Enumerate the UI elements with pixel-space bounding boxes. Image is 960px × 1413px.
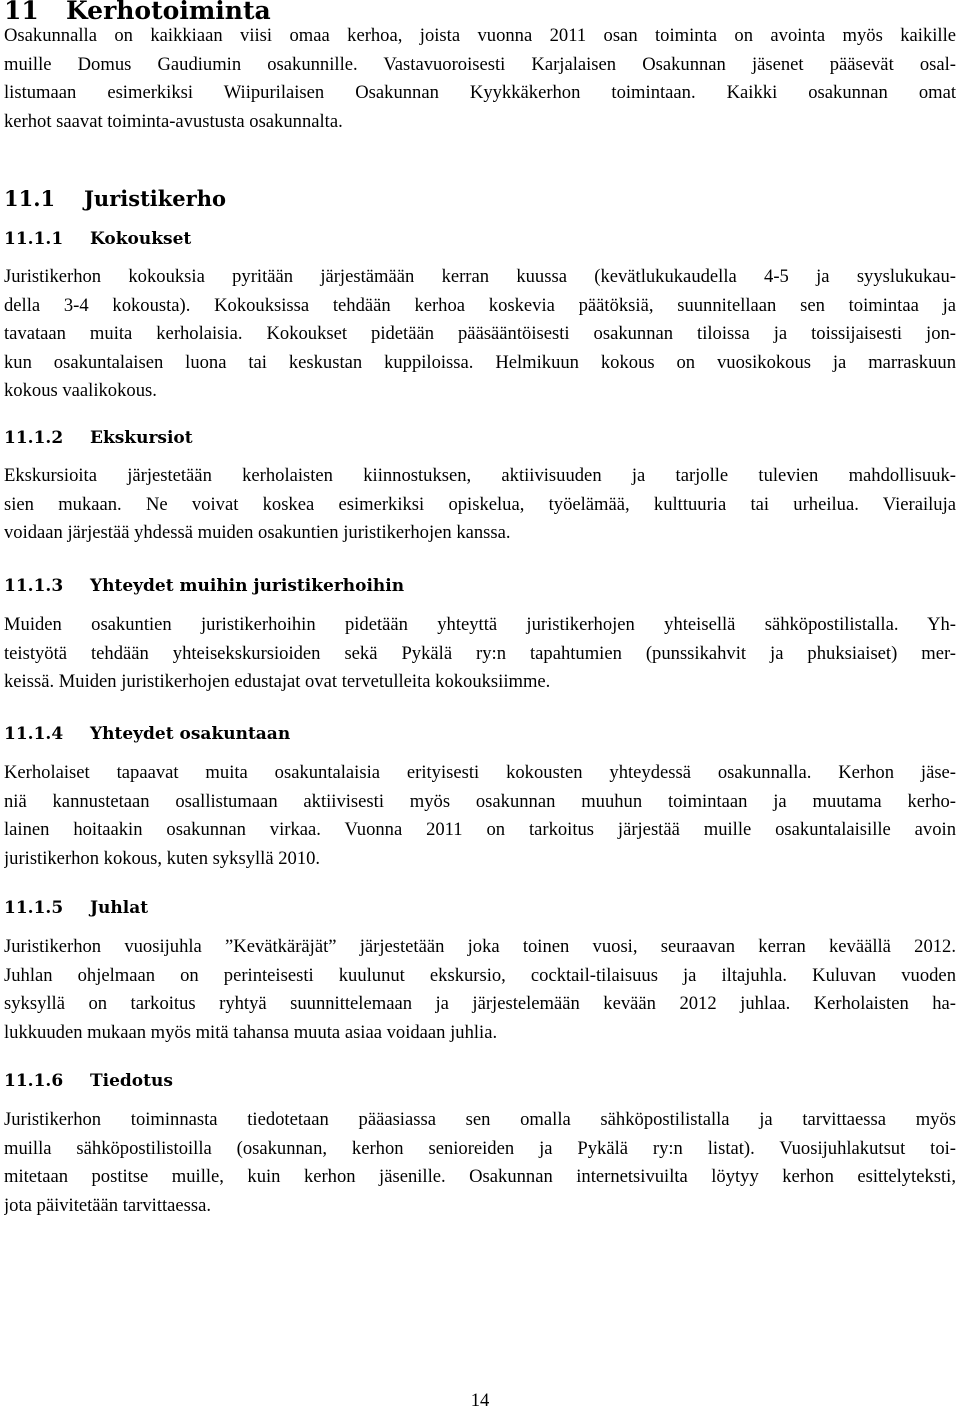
paragraph-line: Juristikerhon toiminnasta tiedotetaan pääasiassa sen omalla sähköpostilistalla ja tarvittaessa myös: [4, 1109, 956, 1130]
section-intro-paragraph: [4, 22, 956, 136]
subsubsection-title: Yhteydet muihin juristikerhoihin: [90, 576, 405, 596]
subsubsection-title: Juhlat: [90, 898, 149, 918]
paragraph-line: Kerholaiset tapaavat muita osakuntalaisia erityisesti kokousten yhteydessä osakunnalla. Kerhon jäse-: [4, 762, 956, 783]
subsubsection-title: Tiedotus: [90, 1071, 173, 1091]
paragraph-line: Muiden osakuntien juristikerhoihin pidetään yhteyttä juristikerhojen yhteisellä sähköpostilistalla. Yh-: [4, 614, 956, 635]
subsubsection-heading-kokoukset: [4, 229, 191, 249]
paragraph-line: della 3-4 kokousta). Kokouksissa tehdään kerhoa koskevia päätöksiä, suunnitellaan sen toimintaa ja: [4, 294, 956, 316]
subsubsection-number: 11.1.6: [4, 1071, 64, 1091]
subsection-number: 11.1: [4, 186, 56, 211]
subsubsection-number: 11.1.3: [4, 576, 64, 596]
paragraph-line: tavataan muita kerholaisia. Kokoukset pidetään pääsääntöisesti osakunnan tiloissa ja toissijaisesti jon-: [4, 323, 956, 344]
paragraph-juhlat: [4, 933, 956, 1047]
subsubsection-number: 11.1.2: [4, 428, 64, 448]
paragraph-line: lukkuuden mukaan myös mitä tahansa muuta asiaa voidaan juhlia.: [4, 1021, 498, 1043]
paragraph-line: sien mukaan. Ne voivat koskea esimerkiksi opiskelua, työelämää, kulttuuria tai urheilua. Vierailuja: [4, 493, 956, 515]
paragraph-line: kun osakuntalaisen luona tai keskustan kuppiloissa. Helmikuun kokous on vuosikokous ja marraskuun: [4, 351, 956, 373]
paragraph-line: syksyllä on tarkoitus ryhtyä suunnittelemaan ja järjestelemään kevään 2012 juhlaa. Kerholaisten ha-: [4, 993, 956, 1014]
paragraph-yhteydet-osakuntaan: [4, 759, 956, 873]
paragraph-line: kerhot saavat toiminta-avustusta osakunnalta.: [4, 110, 343, 132]
paragraph-line: Osakunnalla on kaikkiaan viisi omaa kerhoa, joista vuonna 2011 osan toiminta on avointa myös kaikille: [4, 25, 956, 46]
paragraph-tiedotus: [4, 1106, 956, 1220]
paragraph-line: kokous vaalikokous.: [4, 380, 157, 401]
paragraph-line: muilla sähköpostilistoilla (osakunnan, kerhon senioreiden ja Pykälä ry:n listat). Vuosijuhlakutsut toi-: [4, 1137, 956, 1159]
paragraph-line: niä kannustetaan osallistumaan aktiivisesti myös osakunnan muuhun toimintaan ja muutama kerho-: [4, 790, 956, 812]
subsection-heading: [4, 186, 226, 211]
paragraph-yhteydet-juristikerhoihin: [4, 611, 956, 697]
paragraph-line: mitetaan postitse muille, kuin kerhon jäsenille. Osakunnan internetsivuilta löytyy kerhon esittelyteksti,: [4, 1166, 956, 1187]
paragraph-line: muille Domus Gaudiumin osakunnille. Vastavuoroisesti Karjalaisen Osakunnan jäsenet pääsevät osal-: [4, 53, 956, 75]
paragraph-line: keissä. Muiden juristikerhojen edustajat ovat tervetulleita kokouksiimme.: [4, 671, 551, 692]
subsubsection-heading-yhteydet-osakuntaan: [4, 724, 290, 744]
subsubsection-title: Kokoukset: [90, 229, 192, 249]
paragraph-line: juristikerhon kokous, kuten syksyllä 2010.: [4, 847, 321, 869]
paragraph-line: teistyötä tehdään yhteisekskursioiden sekä Pykälä ry:n tapahtumien (punssikahvit ja phuksiaiset) mer-: [4, 642, 956, 664]
paragraph-line: jota päivitetään tarvittaessa.: [4, 1194, 212, 1216]
section-title: Kerhotoiminta: [66, 0, 271, 25]
subsubsection-number: 11.1.5: [4, 898, 64, 918]
subsubsection-number: 11.1.1: [4, 229, 64, 249]
subsubsection-number: 11.1.4: [4, 724, 64, 744]
subsubsection-heading-yhteydet-juristikerhoihin: [4, 576, 404, 596]
paragraph-line: Juristikerhon kokouksia pyritään järjestämään kerran kuussa (kevätlukukaudella 4-5 ja syyslukukau-: [4, 266, 956, 287]
paragraph-line: lainen hoitaakin osakunnan virkaa. Vuonna 2011 on tarkoitus järjestää muille osakuntalaisille avoin: [4, 819, 956, 840]
paragraph-kokoukset: [4, 263, 956, 406]
paragraph-line: Juhlan ohjelmaan on perinteisesti kuulunut ekskursio, cocktail-tilaisuus ja iltajuhla. Kuluvan vuoden: [4, 964, 956, 986]
section-number: 11: [4, 0, 39, 25]
paragraph-line: voidaan järjestää yhdessä muiden osakuntien juristikerhojen kanssa.: [4, 522, 511, 543]
subsubsection-heading-ekskursiot: [4, 428, 193, 448]
paragraph-line: Juristikerhon vuosijuhla ”Kevätkäräjät” järjestetään joka toinen vuosi, seuraavan kerran keväällä 2012.: [4, 936, 956, 957]
subsubsection-heading-tiedotus: [4, 1071, 173, 1091]
subsubsection-heading-juhlat: [4, 898, 148, 918]
page-number: 14: [470, 1390, 490, 1411]
subsubsection-title: Yhteydet osakuntaan: [90, 724, 291, 744]
paragraph-line: listumaan esimerkiksi Wiipurilaisen Osakunnan Kyykkäkerhon toimintaan. Kaikki osakunnan omat: [4, 82, 956, 103]
subsubsection-title: Ekskursiot: [90, 428, 193, 448]
subsection-title: Juristikerho: [84, 186, 226, 211]
paragraph-ekskursiot: [4, 462, 956, 548]
paragraph-line: Ekskursioita järjestetään kerholaisten kiinnostuksen, aktiivisuuden ja tarjolle tulevien mahdollisuuk-: [4, 465, 956, 486]
